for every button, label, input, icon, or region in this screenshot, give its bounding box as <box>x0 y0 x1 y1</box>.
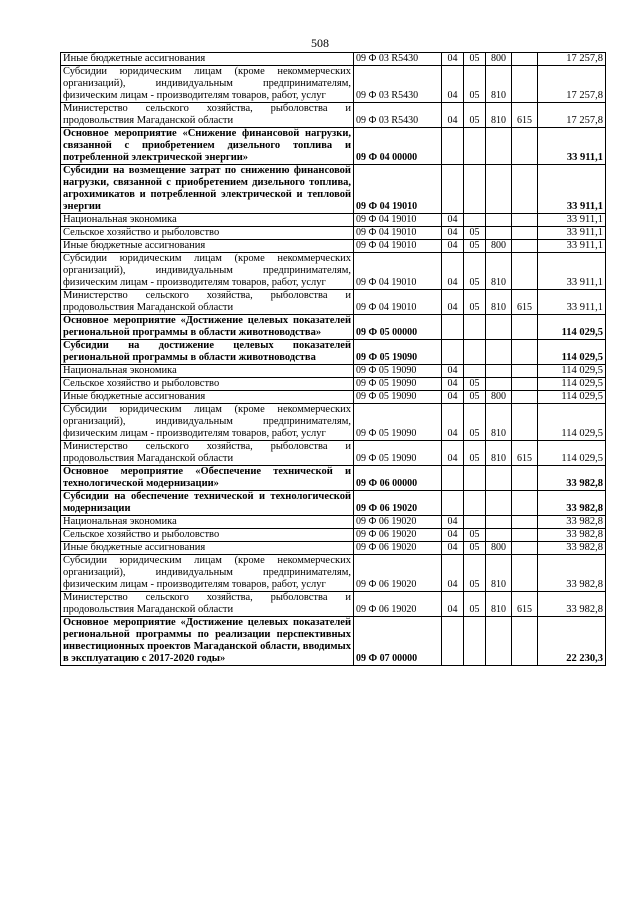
row-expense-type-cell <box>486 516 512 529</box>
table-row <box>61 240 606 253</box>
row-section-cell: 04 <box>442 66 464 103</box>
row-administrator-cell <box>512 165 538 214</box>
table-row <box>61 227 606 240</box>
row-administrator-cell <box>512 128 538 165</box>
table-row <box>61 290 606 315</box>
row-administrator-cell <box>512 240 538 253</box>
row-expense-type-cell <box>486 491 512 516</box>
row-code-cell: 09 Ф 05 19090 <box>354 404 442 441</box>
row-amount-cell: 114 029,5 <box>538 378 606 391</box>
row-subsection-cell <box>464 315 486 340</box>
row-name-cell: Субсидии на достижение целевых показателей региональной программы в области животноводства <box>61 340 354 365</box>
row-administrator-cell <box>512 53 538 66</box>
budget-table-body <box>61 53 606 666</box>
table-row <box>61 391 606 404</box>
row-expense-type-cell: 810 <box>486 253 512 290</box>
row-section-cell: 04 <box>442 378 464 391</box>
row-administrator-cell <box>512 340 538 365</box>
row-amount-cell: 33 911,1 <box>538 253 606 290</box>
row-section-cell: 04 <box>442 391 464 404</box>
row-code-cell: 09 Ф 05 19090 <box>354 365 442 378</box>
row-section-cell: 04 <box>442 103 464 128</box>
table-row <box>61 617 606 666</box>
row-administrator-cell <box>512 491 538 516</box>
row-section-cell: 04 <box>442 516 464 529</box>
table-row <box>61 315 606 340</box>
row-code-cell: 09 Ф 05 19090 <box>354 441 442 466</box>
table-row <box>61 555 606 592</box>
row-name-cell: Иные бюджетные ассигнования <box>61 53 354 66</box>
row-expense-type-cell: 800 <box>486 53 512 66</box>
row-name-cell: Основное мероприятие «Достижение целевых показателей региональной программы в области животноводства» <box>61 315 354 340</box>
row-name-cell: Национальная экономика <box>61 214 354 227</box>
row-amount-cell: 33 982,8 <box>538 491 606 516</box>
row-name-cell: Субсидии на возмещение затрат по снижению финансовой нагрузки, связанной с приобретением дизельного топлива, агрохимикатов и потребленной электрической и тепловой энергии <box>61 165 354 214</box>
row-administrator-cell <box>512 555 538 592</box>
row-amount-cell: 33 911,1 <box>538 214 606 227</box>
row-code-cell: 09 Ф 03 R5430 <box>354 66 442 103</box>
row-name-cell: Сельское хозяйство и рыболовство <box>61 227 354 240</box>
row-name-cell: Национальная экономика <box>61 365 354 378</box>
row-administrator-cell <box>512 617 538 666</box>
row-amount-cell: 114 029,5 <box>538 315 606 340</box>
row-subsection-cell <box>464 491 486 516</box>
row-name-cell: Субсидии юридическим лицам (кроме некоммерческих организаций), индивидуальным предпринимателям, физическим лицам - производителям товаров, работ, услуг <box>61 404 354 441</box>
row-code-cell: 09 Ф 06 19020 <box>354 555 442 592</box>
row-administrator-cell: 615 <box>512 103 538 128</box>
row-code-cell: 09 Ф 06 19020 <box>354 516 442 529</box>
row-expense-type-cell <box>486 617 512 666</box>
row-administrator-cell <box>512 391 538 404</box>
row-subsection-cell <box>464 340 486 365</box>
row-section-cell: 04 <box>442 555 464 592</box>
row-subsection-cell: 05 <box>464 441 486 466</box>
row-name-cell: Субсидии юридическим лицам (кроме некоммерческих организаций), индивидуальным предпринимателям, физическим лицам - производителям товаров, работ, услуг <box>61 66 354 103</box>
row-administrator-cell <box>512 404 538 441</box>
row-subsection-cell: 05 <box>464 555 486 592</box>
row-section-cell: 04 <box>442 214 464 227</box>
row-amount-cell: 33 982,8 <box>538 592 606 617</box>
row-expense-type-cell: 810 <box>486 66 512 103</box>
row-expense-type-cell <box>486 378 512 391</box>
row-subsection-cell: 05 <box>464 103 486 128</box>
row-expense-type-cell: 810 <box>486 103 512 128</box>
row-section-cell: 04 <box>442 227 464 240</box>
row-section-cell: 04 <box>442 290 464 315</box>
row-subsection-cell: 05 <box>464 542 486 555</box>
row-amount-cell: 114 029,5 <box>538 391 606 404</box>
row-expense-type-cell <box>486 529 512 542</box>
row-expense-type-cell: 800 <box>486 391 512 404</box>
row-code-cell: 09 Ф 06 19020 <box>354 542 442 555</box>
row-amount-cell: 33 982,8 <box>538 516 606 529</box>
row-section-cell: 04 <box>442 542 464 555</box>
row-name-cell: Министерство сельского хозяйства, рыболовства и продовольствия Магаданской области <box>61 103 354 128</box>
row-subsection-cell <box>464 128 486 165</box>
table-row <box>61 214 606 227</box>
row-amount-cell: 17 257,8 <box>538 103 606 128</box>
row-subsection-cell <box>464 165 486 214</box>
row-code-cell: 09 Ф 05 19090 <box>354 391 442 404</box>
row-code-cell: 09 Ф 06 19020 <box>354 592 442 617</box>
row-code-cell: 09 Ф 06 19020 <box>354 529 442 542</box>
row-amount-cell: 33 982,8 <box>538 529 606 542</box>
row-section-cell <box>442 315 464 340</box>
table-row <box>61 441 606 466</box>
row-expense-type-cell <box>486 214 512 227</box>
row-subsection-cell: 05 <box>464 66 486 103</box>
row-section-cell: 04 <box>442 365 464 378</box>
table-row <box>61 378 606 391</box>
row-amount-cell: 114 029,5 <box>538 365 606 378</box>
row-subsection-cell <box>464 617 486 666</box>
row-amount-cell: 33 911,1 <box>538 240 606 253</box>
row-administrator-cell <box>512 315 538 340</box>
row-section-cell: 04 <box>442 441 464 466</box>
row-amount-cell: 114 029,5 <box>538 404 606 441</box>
row-section-cell <box>442 466 464 491</box>
row-expense-type-cell: 810 <box>486 404 512 441</box>
row-name-cell: Сельское хозяйство и рыболовство <box>61 529 354 542</box>
row-code-cell: 09 Ф 04 19010 <box>354 253 442 290</box>
row-section-cell: 04 <box>442 404 464 441</box>
row-amount-cell: 33 982,8 <box>538 555 606 592</box>
row-subsection-cell: 05 <box>464 290 486 315</box>
row-name-cell: Министерство сельского хозяйства, рыболовства и продовольствия Магаданской области <box>61 592 354 617</box>
row-amount-cell: 33 911,1 <box>538 165 606 214</box>
row-expense-type-cell: 810 <box>486 290 512 315</box>
row-expense-type-cell: 800 <box>486 542 512 555</box>
row-administrator-cell <box>512 66 538 103</box>
row-code-cell: 09 Ф 05 19090 <box>354 378 442 391</box>
row-code-cell: 09 Ф 04 19010 <box>354 240 442 253</box>
row-code-cell: 09 Ф 05 19090 <box>354 340 442 365</box>
row-code-cell: 09 Ф 06 19020 <box>354 491 442 516</box>
row-subsection-cell: 05 <box>464 529 486 542</box>
row-code-cell: 09 Ф 04 19010 <box>354 165 442 214</box>
row-name-cell: Основное мероприятие «Обеспечение технической и технологической модернизации» <box>61 466 354 491</box>
row-administrator-cell: 615 <box>512 290 538 315</box>
row-subsection-cell <box>464 466 486 491</box>
table-row <box>61 592 606 617</box>
row-expense-type-cell <box>486 128 512 165</box>
row-name-cell: Основное мероприятие «Достижение целевых показателей региональной программы по реализации перспективных инвестиционных проектов Магаданской области, вводимых в эксплуатацию с 2017-2020 годы» <box>61 617 354 666</box>
row-subsection-cell: 05 <box>464 378 486 391</box>
row-amount-cell: 33 982,8 <box>538 542 606 555</box>
row-name-cell: Иные бюджетные ассигнования <box>61 391 354 404</box>
table-row <box>61 66 606 103</box>
table-row <box>61 529 606 542</box>
row-administrator-cell <box>512 378 538 391</box>
table-row <box>61 491 606 516</box>
row-amount-cell: 33 982,8 <box>538 466 606 491</box>
table-row <box>61 365 606 378</box>
row-code-cell: 09 Ф 07 00000 <box>354 617 442 666</box>
row-section-cell: 04 <box>442 53 464 66</box>
row-amount-cell: 33 911,1 <box>538 290 606 315</box>
row-section-cell <box>442 128 464 165</box>
budget-table <box>60 52 606 666</box>
row-expense-type-cell: 800 <box>486 240 512 253</box>
row-name-cell: Иные бюджетные ассигнования <box>61 240 354 253</box>
row-code-cell: 09 Ф 03 R5430 <box>354 53 442 66</box>
row-subsection-cell <box>464 516 486 529</box>
row-code-cell: 09 Ф 04 19010 <box>354 290 442 315</box>
row-section-cell: 04 <box>442 253 464 290</box>
row-administrator-cell: 615 <box>512 441 538 466</box>
row-administrator-cell <box>512 516 538 529</box>
row-administrator-cell <box>512 253 538 290</box>
row-administrator-cell <box>512 542 538 555</box>
row-name-cell: Национальная экономика <box>61 516 354 529</box>
row-code-cell: 09 Ф 04 19010 <box>354 214 442 227</box>
row-subsection-cell: 05 <box>464 53 486 66</box>
table-row <box>61 516 606 529</box>
row-section-cell <box>442 340 464 365</box>
row-name-cell: Сельское хозяйство и рыболовство <box>61 378 354 391</box>
row-section-cell <box>442 491 464 516</box>
row-amount-cell: 22 230,3 <box>538 617 606 666</box>
table-row <box>61 53 606 66</box>
row-subsection-cell: 05 <box>464 391 486 404</box>
row-subsection-cell <box>464 214 486 227</box>
row-section-cell: 04 <box>442 529 464 542</box>
table-row <box>61 340 606 365</box>
table-row <box>61 253 606 290</box>
table-row <box>61 103 606 128</box>
row-expense-type-cell <box>486 165 512 214</box>
row-code-cell: 09 Ф 05 00000 <box>354 315 442 340</box>
row-section-cell <box>442 617 464 666</box>
table-row <box>61 542 606 555</box>
row-expense-type-cell: 810 <box>486 441 512 466</box>
row-section-cell: 04 <box>442 240 464 253</box>
row-administrator-cell <box>512 529 538 542</box>
row-expense-type-cell <box>486 315 512 340</box>
table-row <box>61 128 606 165</box>
row-expense-type-cell <box>486 227 512 240</box>
row-administrator-cell <box>512 466 538 491</box>
row-code-cell: 09 Ф 04 00000 <box>354 128 442 165</box>
page-number: 508 <box>311 36 329 50</box>
row-subsection-cell: 05 <box>464 404 486 441</box>
row-subsection-cell: 05 <box>464 253 486 290</box>
row-administrator-cell: 615 <box>512 592 538 617</box>
row-amount-cell: 114 029,5 <box>538 340 606 365</box>
row-amount-cell: 114 029,5 <box>538 441 606 466</box>
row-expense-type-cell: 810 <box>486 555 512 592</box>
row-name-cell: Субсидии на обеспечение технической и технологической модернизации <box>61 491 354 516</box>
row-amount-cell: 17 257,8 <box>538 53 606 66</box>
row-name-cell: Субсидии юридическим лицам (кроме некоммерческих организаций), индивидуальным предпринимателям, физическим лицам - производителям товаров, работ, услуг <box>61 555 354 592</box>
row-code-cell: 09 Ф 06 00000 <box>354 466 442 491</box>
row-subsection-cell: 05 <box>464 227 486 240</box>
row-administrator-cell <box>512 214 538 227</box>
row-administrator-cell <box>512 365 538 378</box>
row-section-cell <box>442 165 464 214</box>
row-name-cell: Министерство сельского хозяйства, рыболовства и продовольствия Магаданской области <box>61 441 354 466</box>
row-section-cell: 04 <box>442 592 464 617</box>
row-expense-type-cell <box>486 340 512 365</box>
row-name-cell: Иные бюджетные ассигнования <box>61 542 354 555</box>
row-subsection-cell: 05 <box>464 240 486 253</box>
row-administrator-cell <box>512 227 538 240</box>
row-name-cell: Министерство сельского хозяйства, рыболовства и продовольствия Магаданской области <box>61 290 354 315</box>
row-code-cell: 09 Ф 03 R5430 <box>354 103 442 128</box>
row-amount-cell: 17 257,8 <box>538 66 606 103</box>
table-row <box>61 165 606 214</box>
row-subsection-cell <box>464 365 486 378</box>
row-subsection-cell: 05 <box>464 592 486 617</box>
row-name-cell: Субсидии юридическим лицам (кроме некоммерческих организаций), индивидуальным предпринимателям, физическим лицам - производителям товаров, работ, услуг <box>61 253 354 290</box>
row-expense-type-cell: 810 <box>486 592 512 617</box>
table-row <box>61 466 606 491</box>
table-row <box>61 404 606 441</box>
row-expense-type-cell <box>486 365 512 378</box>
row-code-cell: 09 Ф 04 19010 <box>354 227 442 240</box>
row-amount-cell: 33 911,1 <box>538 128 606 165</box>
row-expense-type-cell <box>486 466 512 491</box>
row-name-cell: Основное мероприятие «Снижение финансовой нагрузки, связанной с приобретением дизельного топлива и потребленной электрической энергии» <box>61 128 354 165</box>
row-amount-cell: 33 911,1 <box>538 227 606 240</box>
